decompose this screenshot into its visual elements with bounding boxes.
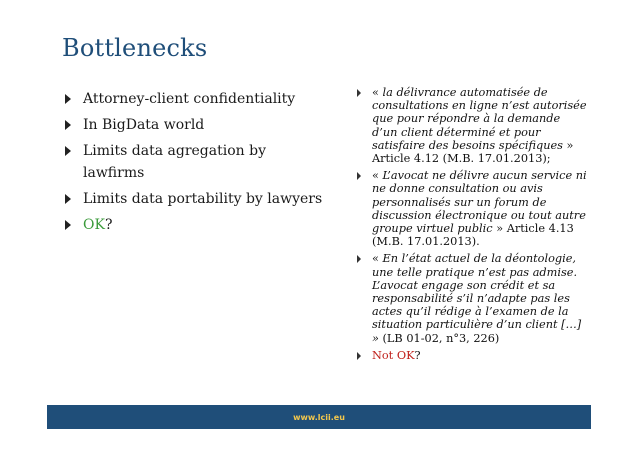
footer-url: www.lcii.eu <box>293 412 345 422</box>
triangle-bullet-icon <box>357 89 361 97</box>
ok-label: OK <box>83 217 105 233</box>
triangle-bullet-icon <box>65 120 71 130</box>
list-item <box>64 188 326 210</box>
quote-source: » Article 4.12 (M.B. 17.01.2013); <box>372 138 574 166</box>
quote-item <box>357 86 589 165</box>
slide-title: Bottlenecks <box>62 34 208 62</box>
list-item <box>64 88 326 110</box>
triangle-bullet-icon <box>65 194 71 204</box>
not-ok-question-mark: ? <box>414 348 421 362</box>
quote-text: la délivrance automatisée de consultations en ligne n’est autorisée que pour répondre à la demande d’un client déterminé et pour satisfaire des besoins spécifiques <box>372 86 587 152</box>
list-item-text: In BigData world <box>83 117 205 133</box>
triangle-bullet-icon <box>65 220 71 230</box>
ok-question-mark: ? <box>104 217 113 233</box>
quote-item <box>357 169 589 248</box>
list-item-text: Attorney-client confidentiality <box>83 91 296 107</box>
quote-item <box>357 349 589 362</box>
not-ok-label: Not OK <box>372 348 415 362</box>
list-item-text: Limits data portability by lawyers <box>83 191 323 207</box>
quote-open: « <box>372 169 383 183</box>
triangle-bullet-icon <box>65 94 71 104</box>
left-bullet-list <box>64 88 326 240</box>
quote-open: « <box>372 86 383 99</box>
list-item-text: Limits data agregation by lawfirms <box>83 143 266 181</box>
triangle-bullet-icon <box>357 352 361 360</box>
triangle-bullet-icon <box>357 255 361 263</box>
quote-text: L’avocat ne délivre aucun service ni ne donne consultation ou avis personnalisés sur un forum de discussion électronique ou tout autre groupe virtuel public <box>372 169 587 236</box>
quote-item <box>357 252 589 344</box>
quote-source: » Article 4.13 (M.B. 17.01.2013). <box>372 222 574 249</box>
triangle-bullet-icon <box>65 146 71 156</box>
list-item <box>64 114 326 136</box>
list-item <box>64 140 326 184</box>
quote-text: En l’état actuel de la déontologie, une telle pratique n’est pas admise. L’avocat engage son crédit et sa responsabilité s’il n’adapte pas les actes qu’il rédige à l’examen de la situation particulière d’un client […] » <box>372 252 582 345</box>
footer-bar <box>47 405 591 429</box>
quote-open: « <box>372 252 383 266</box>
quote-source: (LB 01-02, n°3, 226) <box>378 331 500 345</box>
list-item <box>64 214 326 236</box>
right-bullet-list <box>357 86 589 366</box>
triangle-bullet-icon <box>357 172 361 180</box>
